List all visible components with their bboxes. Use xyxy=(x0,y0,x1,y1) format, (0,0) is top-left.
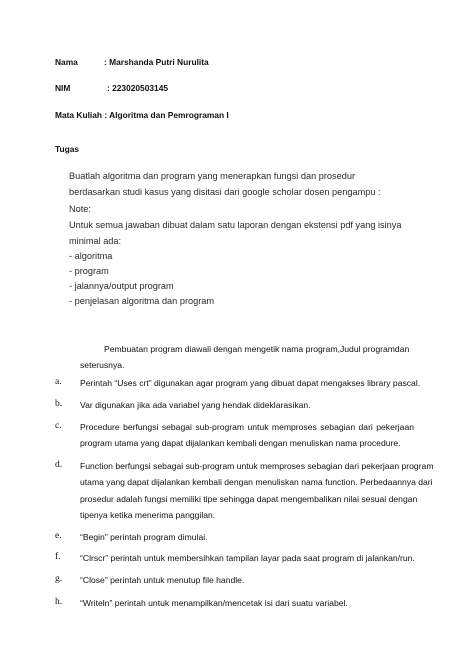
intro-line: seterusnya. xyxy=(80,360,125,370)
task-line: - penjelasan algoritma dan program xyxy=(69,296,215,306)
list-item-line: “Close” perintah untuk menutup file handle. xyxy=(80,575,245,585)
list-item-line: “Begin” perintah program dimulai. xyxy=(80,532,208,542)
list-item-line: tipenya ketika menerima panggilan. xyxy=(80,510,216,520)
list-item-line: “Clrscr” perintah untuk membersihkan tampilan layar pada saat program di jalankan/run. xyxy=(80,553,415,563)
nim-value: : 223020503145 xyxy=(107,83,169,93)
list-marker: b. xyxy=(55,399,63,409)
list-item-line: Function berfungsi sebagai sub-program untuk memproses sebagian dari pekerjaan program xyxy=(80,461,434,471)
list-item-line: utama yang dapat dijalankan kembali dengan menuliskan nama function. Perbedaannya dari xyxy=(80,477,433,487)
mata-kuliah: Mata Kuliah : Algoritma dan Pemrograman I xyxy=(55,110,229,120)
list-item-line: prosedur adalah fungsi memiliki tipe sehingga dapat mengembalikan nilai sesuai dengan xyxy=(80,494,418,504)
nama-value: : Marshanda Putri Nurulita xyxy=(104,57,209,67)
task-line: - program xyxy=(69,266,109,276)
task-line: minimal ada: xyxy=(69,236,122,246)
list-marker: c. xyxy=(55,421,62,431)
list-item-line: “Writeln” perintah untuk menampilkan/mencetak isi dari suatu variabel. xyxy=(80,598,348,608)
list-marker: d. xyxy=(55,460,63,470)
task-line: - jalannya/output program xyxy=(69,281,174,291)
task-line: Note: xyxy=(69,204,91,214)
task-line: berdasarkan studi kasus yang disitasi dari google scholar dosen pengampu : xyxy=(69,187,381,197)
nama-label: Nama xyxy=(55,57,78,67)
list-marker: f. xyxy=(55,552,61,562)
list-marker: h. xyxy=(55,597,63,607)
list-marker: g. xyxy=(55,574,63,584)
task-line: Untuk semua jawaban dibuat dalam satu laporan dengan ekstensi pdf yang isinya xyxy=(69,220,402,230)
intro-line: Pembuatan program diawali dengan mengetik nama program,Judul programdan xyxy=(104,344,410,354)
tugas-heading: Tugas xyxy=(55,144,80,154)
list-item-line: Perintah “Uses crt” digunakan agar program yang dibuat dapat mengakses library pascal. xyxy=(80,378,421,388)
nim-label: NIM xyxy=(55,83,71,93)
list-marker: e. xyxy=(55,531,62,541)
task-line: - algoritma xyxy=(69,251,113,261)
list-item-line: Procedure berfungsi sebagai sub-program untuk memproses sebagian dari pekerjaan xyxy=(80,422,414,432)
task-line: Buatlah algoritma dan program yang menerapkan fungsi dan prosedur xyxy=(69,171,356,181)
list-item-line: Var digunakan jika ada variabel yang hendak dideklarasikan. xyxy=(80,400,311,410)
list-item-line: program utama yang dapat dijalankan kembali dengan menuliskan nama procedure. xyxy=(80,438,401,448)
list-marker: a. xyxy=(55,377,62,387)
